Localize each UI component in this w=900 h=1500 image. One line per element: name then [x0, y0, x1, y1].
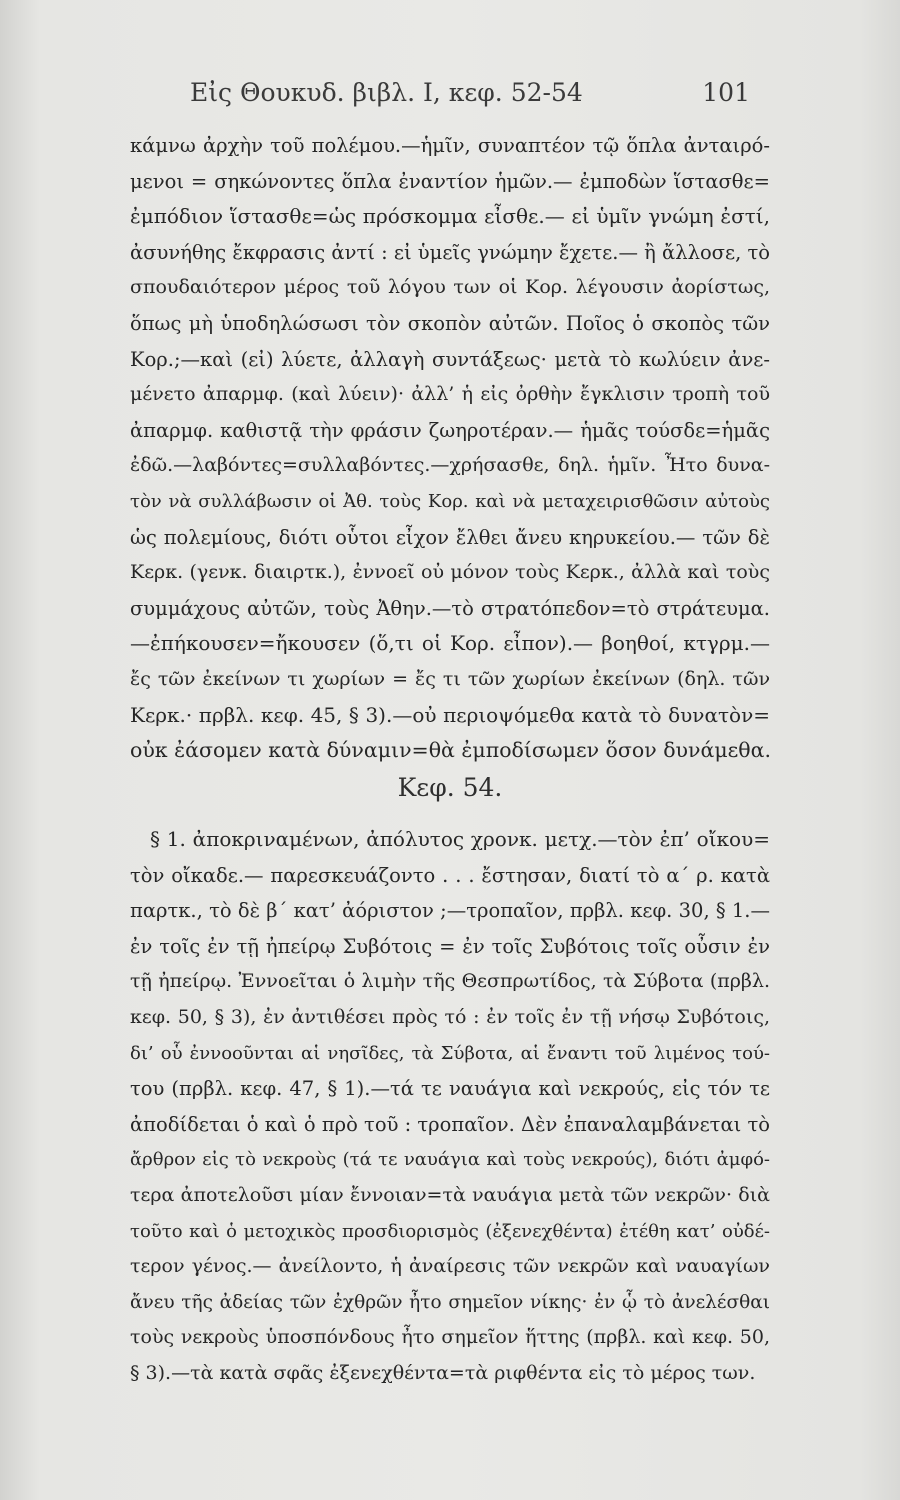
- page-number: 101: [702, 78, 750, 107]
- text-line: ἔς τῶν ἐκείνων τι χωρίων = ἔς τι τῶν χωρίων ἐκείνων (δηλ. τῶν: [130, 667, 770, 690]
- text-line: ἀπαρμφ. καθιστᾷ τὴν φράσιν ζωηροτέραν.— ἡμᾶς τούσδε=ἡμᾶς: [130, 418, 770, 442]
- text-line: κεφ. 50, § 3), ἐν ἀντιθέσει πρὸς τό : ἐν τοῖς ἐν τῇ νήσῳ Συβότοις,: [130, 1005, 770, 1028]
- commentary-ch53: [130, 128, 770, 769]
- text-line: του (πρβλ. κεφ. 47, § 1).—τά τε ναυάγια καὶ νεκρούς, εἰς τόν τε: [130, 1077, 770, 1101]
- text-line: συμμάχους αὐτῶν, τοὺς Ἀθην.—τὸ στρατόπεδον=τὸ στράτευμα.: [130, 596, 770, 620]
- text-line: ἀποδίδεται ὁ καὶ ὁ πρὸ τοῦ : τροπαῖον. Δὲν ἐπαναλαμβάνεται τὸ: [130, 1112, 771, 1136]
- text-line: σπουδαιότερον μέρος τοῦ λόγου των οἱ Κορ. λέγουσιν ἀορίστως,: [130, 276, 770, 299]
- text-line: παρτκ., τὸ δὲ β΄ κατ’ ἀόριστον ;—τροπαῖον, πρβλ. κεφ. 30, § 1.—: [130, 899, 770, 923]
- text-line: τὸν νὰ συλλάβωσιν οἱ Ἀθ. τοὺς Κορ. καὶ νὰ μεταχειρισθῶσιν αὐτοὺς: [130, 490, 770, 512]
- text-line: τερον γένος.— ἀνείλοντο, ἡ ἀναίρεσις τῶν νεκρῶν καὶ ναυαγίων: [130, 1255, 770, 1278]
- text-line: Κορ.;—καὶ (εἰ) λύετε, ἀλλαγὴ συντάξεως· μετὰ τὸ κωλύειν ἀνε-: [130, 347, 770, 371]
- text-line: ἀσυνήθης ἔκφρασις ἀντί : εἰ ὑμεῖς γνώμην ἔχετε.— ἢ ἄλλοσε, τὸ: [130, 240, 771, 264]
- text-line: ὡς πολεμίους, διότι οὗτοι εἶχον ἔλθει ἄνευ κηρυκείου.— τῶν δὲ: [130, 525, 770, 549]
- running-header: [190, 78, 750, 118]
- text-line: δι’ οὗ ἐννοοῦνται αἱ νησῖδες, τὰ Σύβοτα, αἱ ἔναντι τοῦ λιμένος τού-: [130, 1042, 770, 1064]
- text-line: τὸν οἴκαδε.— παρεσκευάζοντο . . . ἔστησαν, διατί τὸ α΄ ρ. κατὰ: [130, 863, 770, 887]
- text-line: —ἐπήκουσεν=ἤκουσεν (ὅ,τι οἱ Κορ. εἶπον).— βοηθοί, κτγρμ.—: [130, 631, 770, 656]
- text-line: μενοι = σηκώνοντες ὅπλα ἐναντίον ἡμῶν.— ἐμποδὼν ἵστασθε=: [130, 169, 770, 193]
- text-line: ὅπως μὴ ὑποδηλώσωσι τὸν σκοπὸν αὐτῶν. Ποῖος ὁ σκοπὸς τῶν: [130, 311, 770, 335]
- text-line: ἄνευ τῆς ἀδείας τῶν ἐχθρῶν ἦτο σημεῖον νίκης· ἐν ᾧ τὸ ἀνελέσθαι: [130, 1291, 770, 1313]
- text-line: τοὺς νεκροὺς ὑποσπόνδους ἦτο σημεῖον ἥττης (πρβλ. καὶ κεφ. 50,: [130, 1326, 770, 1349]
- text-line: Κερκ.· πρβλ. κεφ. 45, § 3).—οὐ περιοψόμεθα κατὰ τὸ δυνατὸν=: [130, 702, 770, 727]
- text-line: ἐδῶ.—λαβόντες=συλλαβόντες.—χρήσασθε, δηλ. ἡμῖν. Ἦτο δυνα-: [130, 454, 770, 477]
- running-title: Εἰς Θουκυδ. βιβλ. Ι, κεφ. 52-54: [190, 78, 583, 107]
- text-line: τῇ ἠπείρῳ. Ἐννοεῖται ὁ λιμὴν τῆς Θεσπρωτίδος, τὰ Σύβοτα (πρβλ.: [130, 970, 770, 993]
- text-line: § 1. ἀποκριναμένων, ἀπόλυτος χρονκ. μετχ.—τὸν ἐπ’ οἴκου=: [150, 827, 770, 851]
- text-line: ἐμπόδιον ἵστασθε=ὡς πρόσκομμα εἶσθε.— εἰ ὑμῖν γνώμη ἐστί,: [130, 204, 770, 229]
- text-line: ἐν τοῖς ἐν τῇ ἠπείρῳ Συβότοις = ἐν τοῖς Συβότοις τοῖς οὖσιν ἐν: [130, 934, 770, 958]
- text-line: μένετο ἀπαρμφ. (καὶ λύειν)· ἀλλ’ ἡ εἰς ὀρθὴν ἔγκλισιν τροπὴ τοῦ: [130, 383, 770, 406]
- text-line: τερα ἀποτελοῦσι μίαν ἔννοιαν=τὰ ναυάγια μετὰ τῶν νεκρῶν· διὰ: [130, 1183, 770, 1206]
- commentary-ch54: [130, 822, 770, 1392]
- text-line: τοῦτο καὶ ὁ μετοχικὸς προσδιορισμὸς (ἐξενεχθέντα) ἐτέθη κατ’ οὐδέ-: [130, 1220, 770, 1242]
- text-line: κάμνω ἀρχὴν τοῦ πολέμου.—ἡμῖν, συναπτέον τῷ ὅπλα ἀνταιρό-: [130, 134, 770, 157]
- chapter-heading: Κεφ. 54.: [397, 773, 503, 802]
- text-line: οὐκ ἐάσομεν κατὰ δύναμιν=θὰ ἐμποδίσωμεν ὅσον δυνάμεθα.: [130, 738, 771, 763]
- text-line: § 3).—τὰ κατὰ σφᾶς ἐξενεχθέντα=τὰ ριφθέντα εἰς τὸ μέρος των.: [130, 1361, 756, 1384]
- text-line: Κερκ. (γενκ. διαιρτκ.), ἐννοεῖ οὐ μόνον τοὺς Κερκ., ἀλλὰ καὶ τοὺς: [130, 561, 770, 584]
- text-line: ἄρθρον εἰς τὸ νεκροὺς (τά τε ναυάγια καὶ τοὺς νεκρούς), διότι ἀμφό-: [130, 1149, 770, 1171]
